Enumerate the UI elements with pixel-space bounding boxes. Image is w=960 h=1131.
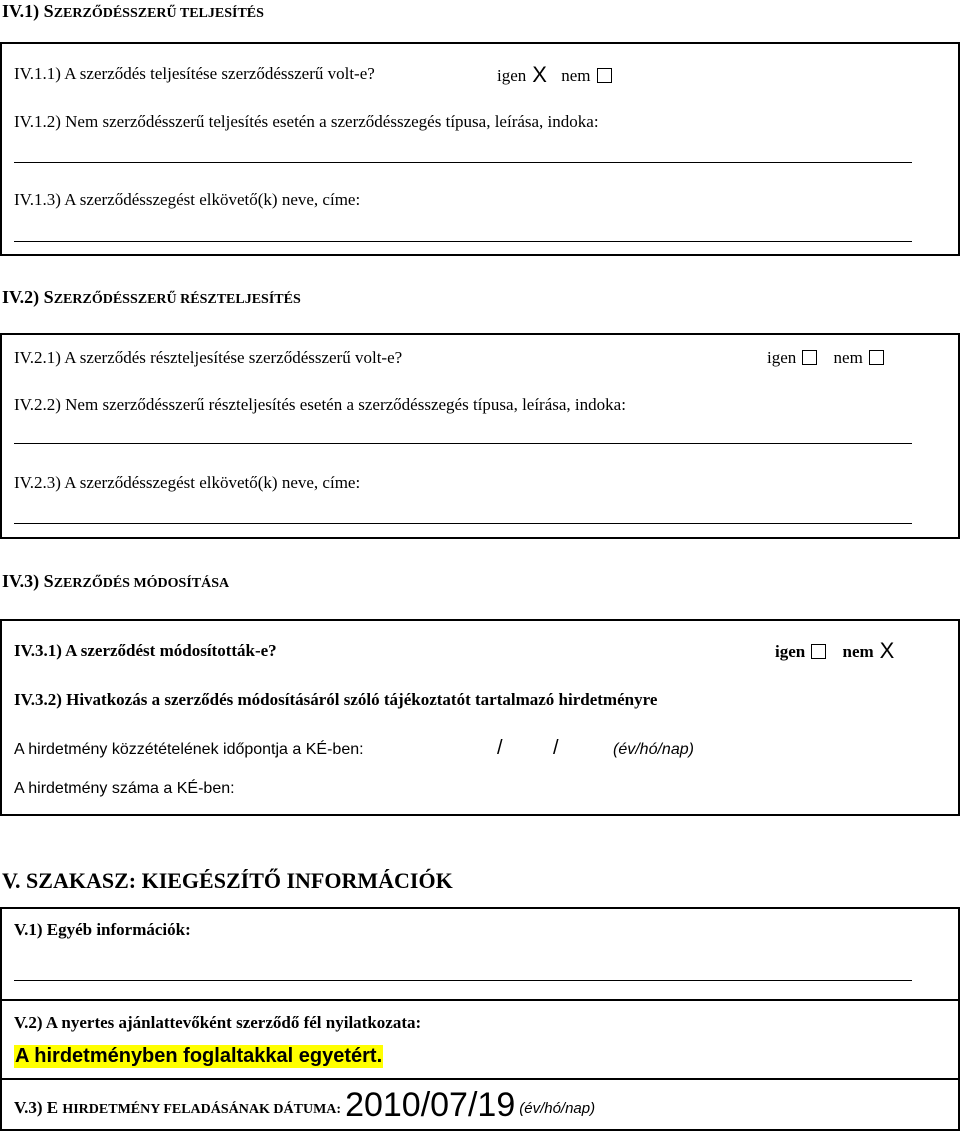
answer-line[interactable] (14, 980, 912, 981)
question-iv2-2: IV.2.2) Nem szerződésszerű részteljesítés esetén a szerződésszegés típusa, leírása, indoka: (14, 395, 626, 414)
question-v-3: V.3) E HIRDETMÉNY FELADÁSÁNAK DÁTUMA: 2010/07/19 (év/hó/nap) (14, 1086, 596, 1124)
submission-date-format: (év/hó/nap) (519, 1100, 596, 1117)
question-iv2-3: IV.2.3) A szerződésszegést elkövető(k) neve, címe: (14, 473, 361, 492)
answer-iv3-1: igen nem X (775, 638, 895, 663)
igen-checkbox[interactable] (811, 644, 826, 659)
number-label: A hirdetmény száma a KÉ-ben: (14, 780, 235, 797)
question-v-2: V.2) A nyertes ajánlattevőként szerződő fél nyilatkozata: (14, 1013, 422, 1032)
date-slash: / (553, 737, 559, 759)
date-slash: / (497, 737, 503, 759)
nem-checkbox[interactable] (597, 68, 612, 83)
section-iv3-title: IV.3) SZERZŐDÉS MÓDOSÍTÁSA (2, 571, 230, 591)
answer-line[interactable] (14, 523, 912, 524)
question-iv3-2: IV.3.2) Hivatkozás a szerződés módosításáról szóló tájékoztatót tartalmazó hirdetményre (14, 690, 658, 709)
question-iv1-2: IV.1.2) Nem szerződésszerű teljesítés esetén a szerződésszegés típusa, leírása, indoka: (14, 112, 599, 131)
date-format: (év/hó/nap) (613, 741, 694, 758)
date-label: A hirdetmény közzétételének időpontja a KÉ-ben: (14, 741, 364, 758)
statement-highlight: A hirdetményben foglaltakkal egyetért. (15, 1045, 383, 1067)
question-iv3-1: IV.3.1) A szerződést módosították-e? (14, 641, 277, 660)
question-iv1-3: IV.1.3) A szerződésszegést elkövető(k) neve, címe: (14, 190, 361, 209)
question-v-1: V.1) Egyéb információk: (14, 920, 191, 939)
igen-checked-mark[interactable]: X (532, 62, 547, 87)
question-iv2-1: IV.2.1) A szerződés részteljesítése szerződésszerű volt-e? (14, 348, 403, 367)
section-iv1-title: IV.1) SZERZŐDÉSSZERŰ TELJESÍTÉS (2, 1, 264, 21)
submission-date: 2010/07/19 (345, 1086, 516, 1124)
nem-checkbox[interactable] (869, 350, 884, 365)
answer-line[interactable] (14, 241, 912, 242)
question-iv1-1: IV.1.1) A szerződés teljesítése szerződésszerű volt-e? (14, 64, 375, 83)
answer-line[interactable] (14, 443, 912, 444)
section-v-title: V. SZAKASZ: KIEGÉSZÍTŐ INFORMÁCIÓK (2, 868, 453, 893)
answer-iv1-1: igen X nem (497, 62, 612, 88)
nem-checked-mark[interactable]: X (879, 638, 895, 663)
divider (0, 1078, 960, 1080)
answer-iv2-1: igen nem (767, 348, 884, 368)
section-iv2-title: IV.2) SZERZŐDÉSSZERŰ RÉSZTELJESÍTÉS (2, 287, 301, 307)
answer-line[interactable] (14, 162, 912, 163)
igen-checkbox[interactable] (802, 350, 817, 365)
divider (0, 999, 960, 1001)
